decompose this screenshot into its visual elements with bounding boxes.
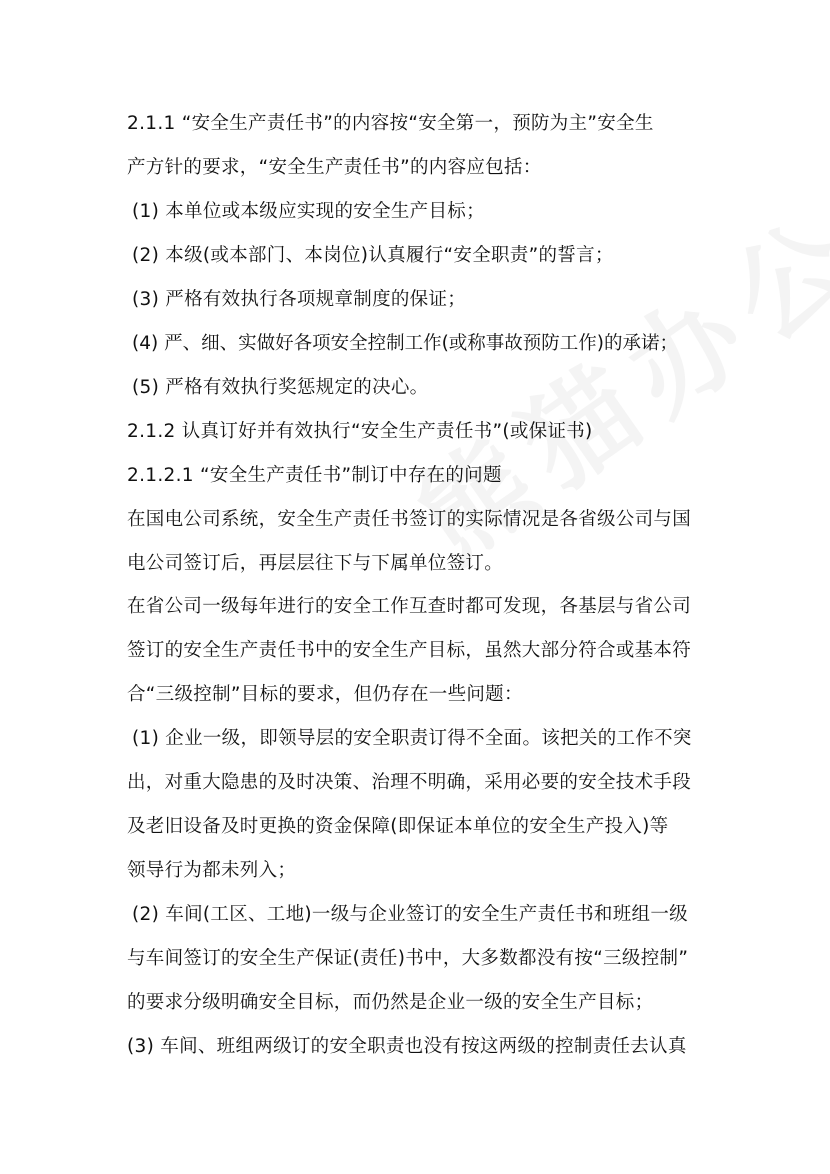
list-item: (3) 严格有效执行各项规章制度的保证； [132, 289, 467, 310]
paragraph-line: 的要求分级明确安全目标，而仍然是企业一级的安全生产目标； [127, 992, 654, 1013]
list-item: (4) 严、细、实做好各项安全控制工作(或称事故预防工作)的承诺； [132, 333, 679, 354]
paragraph-line: 在省公司一级每年进行的安全工作互查时都可发现，各基层与省公司 [127, 596, 692, 617]
list-item: (1) 本单位或本级应实现的安全生产目标； [132, 201, 485, 222]
paragraph-line: 在国电公司系统，安全生产责任书签订的实际情况是各省级公司与国 [127, 509, 692, 530]
paragraph-line: 合“三级控制”目标的要求，但仍存在一些问题： [127, 684, 523, 705]
list-item: (3) 车间、班组两级订的安全职责也没有按这两级的控制责任去认真 [127, 1036, 687, 1057]
section-heading: 2.1.2 认真订好并有效执行“安全生产责任书”(或保证书) [127, 421, 593, 442]
list-item: (5) 严格有效执行奖惩规定的决心。 [132, 377, 429, 398]
text-line: 2.1.1 “安全生产责任书”的内容按“安全第一，预防为主”安全生 [127, 113, 654, 134]
paragraph-line: 签订的安全生产责任书中的安全生产目标，虽然大部分符合或基本符 [127, 640, 692, 661]
paragraph-line: 领导行为都未列入； [127, 860, 297, 881]
list-item: (2) 车间(工区、工地)一级与企业签订的安全生产责任书和班组一级 [132, 904, 688, 925]
paragraph-line: 出，对重大隐患的及时决策、治理不明确，采用必要的安全技术手段 [127, 772, 692, 793]
paragraph-line: 电公司签订后，再层层往下与下属单位签订。 [127, 553, 504, 574]
text-line: 产方针的要求，“安全生产责任书”的内容应包括： [127, 157, 542, 178]
list-item: (1) 企业一级，即领导层的安全职责订得不全面。该把关的工作不突 [132, 728, 692, 749]
paragraph-line: 与车间签订的安全生产保证(责任)书中，大多数都没有按“三级控制” [127, 948, 689, 969]
section-heading: 2.1.2.1 “安全生产责任书”制订中存在的问题 [127, 465, 502, 486]
list-item: (2) 本级(或本部门、本岗位)认真履行“安全职责”的誓言； [132, 245, 614, 266]
paragraph-line: 及老旧设备及时更换的资金保障(即保证本单位的安全生产投入)等 [127, 816, 669, 837]
